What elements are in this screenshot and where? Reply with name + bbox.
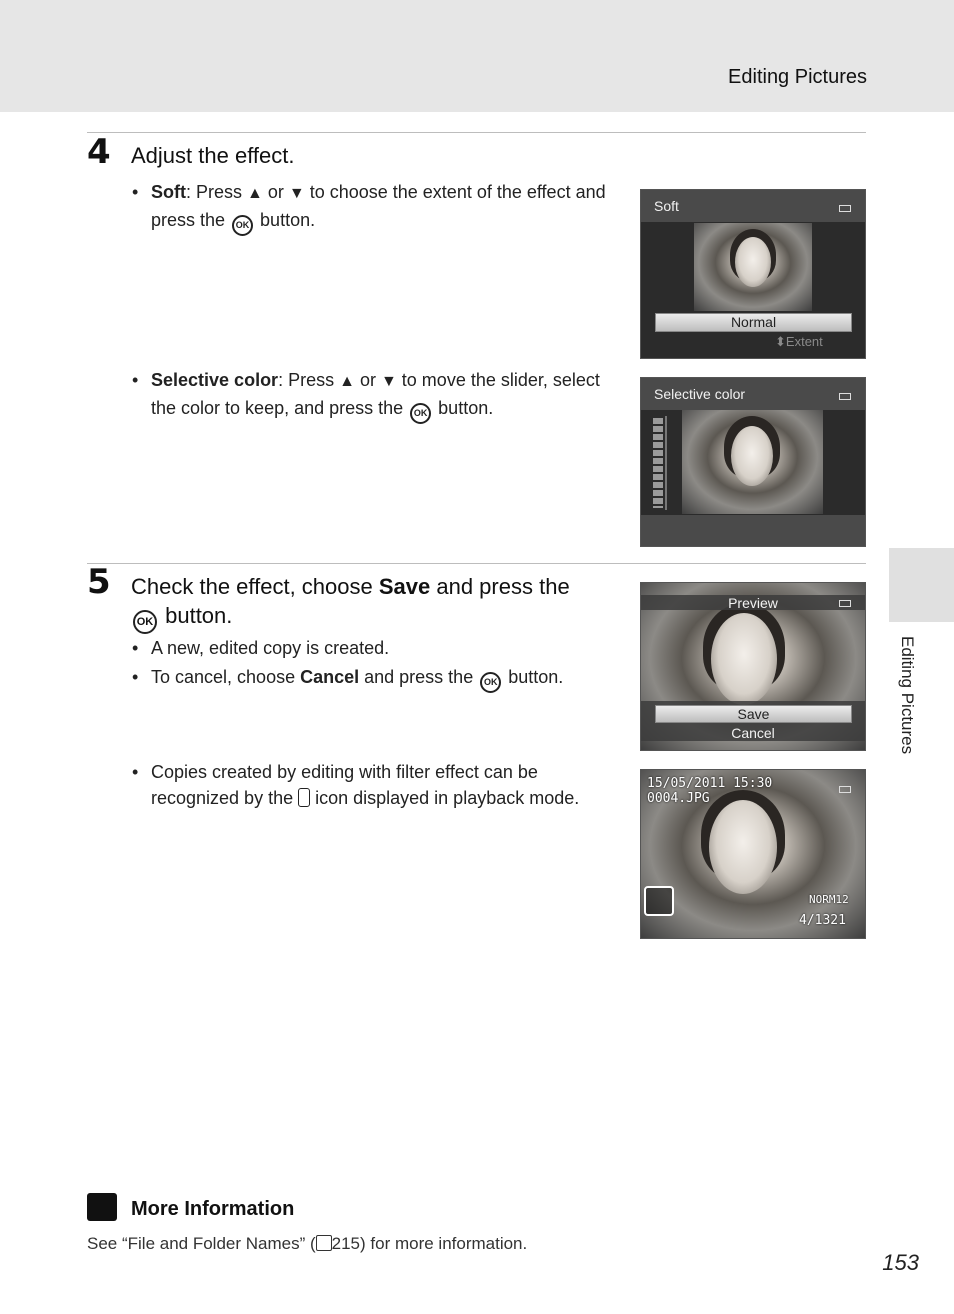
chapter-tab[interactable] (889, 548, 954, 622)
screen-title: Preview (728, 595, 778, 611)
playback-datetime: 15/05/2011 15:30 (647, 776, 773, 791)
term-selective-color: Selective color (151, 370, 279, 390)
page-reference-icon (316, 1235, 332, 1251)
battery-icon (839, 786, 851, 793)
screen-title: Selective color (654, 386, 746, 402)
down-arrow-icon: ▼ (380, 373, 397, 390)
option-cancel[interactable]: Cancel (731, 725, 775, 741)
bullet-new-copy: • A new, edited copy is created. (132, 638, 390, 658)
screen-selective-color (640, 377, 866, 547)
more-information-icon (87, 1193, 117, 1221)
filter-effect-icon (644, 886, 674, 916)
playback-filename: 0004.JPG (647, 791, 710, 806)
slider-track (665, 416, 667, 510)
color-slider[interactable] (653, 418, 663, 508)
chapter-tab-label: Editing Pictures (898, 636, 917, 755)
ok-button-icon: OK (480, 672, 501, 693)
step-5-title: Check the effect, choose Save and press the OK button. (131, 572, 621, 634)
battery-icon (839, 205, 851, 212)
ok-button-icon: OK (410, 403, 431, 424)
more-information-text: See “File and Folder Names” ( 215) for more information. (87, 1234, 528, 1253)
sample-photo (682, 410, 823, 514)
filter-effect-icon (298, 788, 310, 807)
more-information-title: More Information (131, 1198, 295, 1220)
bullet-cancel: • To cancel, choose Cancel and press the OK button. (151, 664, 611, 693)
step-4-title: Adjust the effect. (131, 143, 295, 168)
extent-hint: ⬍Extent (775, 334, 823, 349)
updown-selector-icon: ⬍ (775, 334, 786, 349)
divider (87, 132, 866, 133)
extent-option-normal[interactable]: Normal (655, 313, 852, 332)
down-arrow-icon: ▼ (288, 185, 305, 202)
bullet-selective-color: • Selective color: Press ▲ or ▼ to move the slider, select the color to keep, and press the OK button. (151, 367, 611, 424)
term-soft: Soft (151, 182, 186, 202)
bullet-filter-icon: • Copies created by editing with filter effect can be recognized by the icon displayed in playback mode. (132, 762, 580, 808)
up-arrow-icon: ▲ (339, 373, 355, 390)
frame-counter: 4/1321 (799, 913, 846, 928)
ok-button-icon: OK (232, 215, 253, 236)
section-title: Editing Pictures (728, 66, 867, 88)
option-save[interactable]: Save (655, 705, 852, 723)
ok-button-icon: OK (133, 610, 157, 634)
screen-preview (640, 582, 866, 751)
image-quality-indicator: NORM12 (809, 893, 849, 906)
screen-playback (640, 769, 866, 939)
step-number-4: 4 (87, 132, 111, 172)
step-number-5: 5 (87, 562, 111, 602)
sample-photo (694, 223, 812, 311)
battery-icon (839, 600, 851, 607)
battery-icon (839, 393, 851, 400)
screen-title: Soft (654, 198, 679, 214)
page-reference-link[interactable]: 215 (331, 1234, 361, 1253)
header-band (0, 0, 954, 112)
page-number: 153 (882, 1250, 919, 1275)
bullet-soft: • Soft: Press ▲ or ▼ to choose the extent of the effect and press the OK button. (151, 179, 611, 236)
up-arrow-icon: ▲ (247, 185, 263, 202)
screen-soft (640, 189, 866, 359)
divider (87, 563, 866, 564)
